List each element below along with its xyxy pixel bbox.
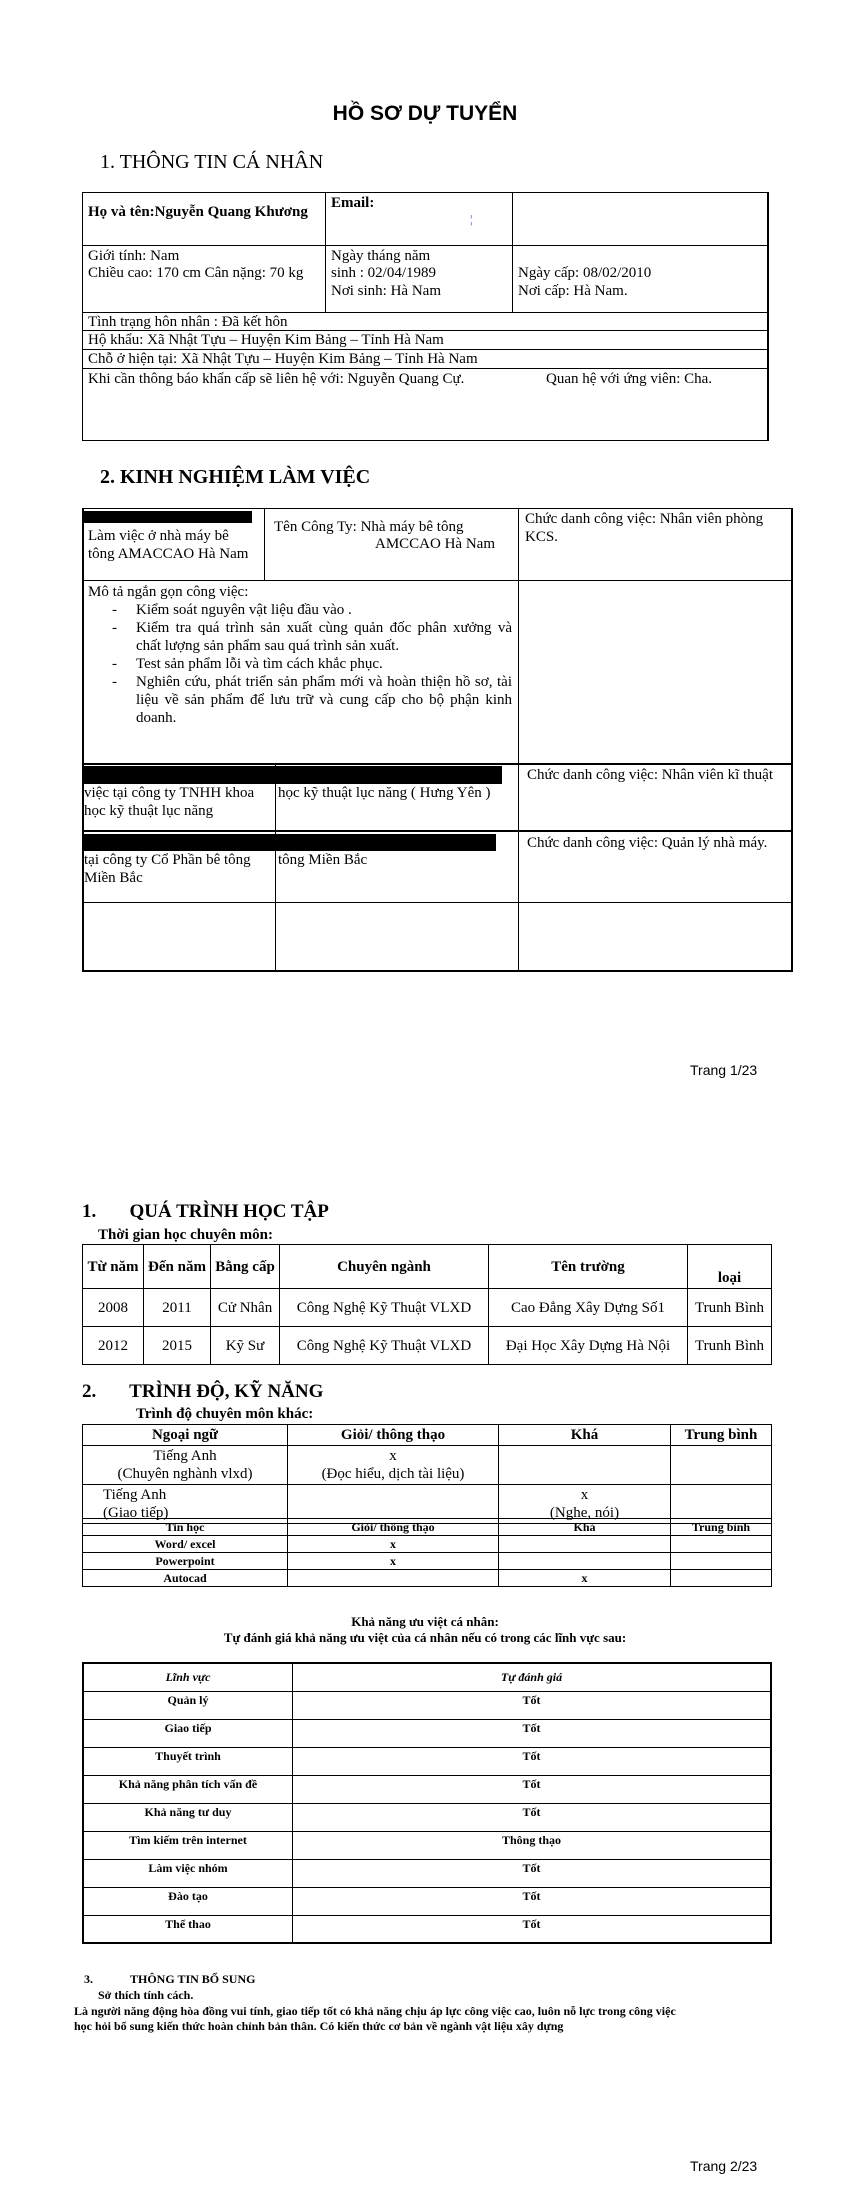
edu-header: Bằng cấp: [211, 1245, 280, 1289]
table-row: [83, 1803, 771, 1831]
job3-title: Chức danh công việc: Quản lý nhà máy.: [527, 835, 768, 851]
lang-cell: [499, 1446, 671, 1485]
it-cell: x: [499, 1570, 671, 1587]
strength-field: Quản lý: [83, 1691, 293, 1719]
table-row: [83, 1915, 771, 1943]
edu-header: Đến năm: [144, 1245, 211, 1289]
it-header: Giỏi/ thông thạo: [288, 1519, 499, 1536]
section-personal-title: 1. THÔNG TIN CÁ NHÂN: [100, 151, 324, 173]
table-row: [83, 1327, 772, 1365]
it-skills-table: [82, 1518, 772, 1587]
strength-rating: Tốt: [293, 1859, 772, 1887]
table-row: [83, 1570, 772, 1587]
strengths-title: Khả năng ưu việt cá nhân:: [351, 1614, 499, 1629]
edu-cell: 2012: [83, 1327, 144, 1365]
table-row: [83, 1553, 772, 1570]
edu-cell: 2015: [144, 1327, 211, 1365]
job1-place: Làm việc ở nhà máy bê tông AMACCAO Hà Nam: [88, 528, 249, 562]
edu-cell: Công Nghệ Kỹ Thuật VLXD: [280, 1289, 489, 1327]
job3-company: tông Miền Bắc: [278, 852, 368, 868]
lang-header: Ngoại ngữ: [83, 1425, 288, 1446]
strength-field: Thuyết trình: [83, 1747, 293, 1775]
lang-cell: [671, 1446, 772, 1485]
edu-header: Chuyên ngành: [280, 1245, 489, 1289]
job2-title: Chức danh công việc: Nhân viên kĩ thuật: [527, 767, 773, 783]
table-row: [83, 1536, 772, 1553]
edu-header: Tên trường: [489, 1245, 688, 1289]
strength-field: Khả năng tư duy: [83, 1803, 293, 1831]
table-row: [83, 1446, 772, 1485]
name-field: Họ và tên:Nguyễn Quang Khương: [88, 204, 308, 220]
education-table: [82, 1244, 772, 1365]
it-cell: Word/ excel: [83, 1536, 288, 1553]
strength-header: Lĩnh vực: [83, 1663, 293, 1691]
strength-field: Làm việc nhóm: [83, 1859, 293, 1887]
it-cell: [499, 1553, 671, 1570]
strength-rating: Tốt: [293, 1803, 772, 1831]
strength-field: Khả năng phân tích vấn đề: [83, 1775, 293, 1803]
job2-company: học kỹ thuật lục năng ( Hưng Yên ): [278, 785, 491, 801]
redaction-bar: [84, 834, 496, 851]
it-cell: [671, 1570, 772, 1587]
strength-rating: Thông thạo: [293, 1831, 772, 1859]
lang-header: Khá: [499, 1425, 671, 1446]
height-weight-field: Chiều cao: 170 cm Cân nặng: 70 kg: [88, 265, 304, 281]
it-cell: x: [288, 1553, 499, 1570]
edu-cell: 2011: [144, 1289, 211, 1327]
table-row: [83, 1831, 771, 1859]
it-cell: Powerpoint: [83, 1553, 288, 1570]
it-cell: [499, 1536, 671, 1553]
issue-place-field: Nơi cấp: Hà Nam.: [518, 283, 628, 299]
extra-info-number: 3.: [84, 1972, 93, 1986]
it-header: Trung bình: [671, 1519, 772, 1536]
edu-cell: Kỹ Sư: [211, 1327, 280, 1365]
document-title: HỒ SƠ DỰ TUYỂN: [332, 102, 518, 125]
edu-header: Từ năm: [83, 1245, 144, 1289]
edu-cell: Cao Đẳng Xây Dựng Số1: [489, 1289, 688, 1327]
job-description-item: - Test sản phẩm lỗi và tìm cách khắc phục.: [88, 655, 512, 673]
it-cell: [671, 1536, 772, 1553]
strength-field: Tìm kiếm trên internet: [83, 1831, 293, 1859]
hobby-text-line2: học hỏi bổ sung kiến thức hoàn chỉnh bản thân. Có kiến thức cơ bản về ngành vật liệu xây dựng: [74, 2019, 564, 2033]
marital-status-field: Tình trạng hôn nhân : Đã kết hôn: [88, 314, 288, 330]
redacted-email-mark: ¦: [470, 212, 473, 226]
residence-field: Chỗ ở hiện tại: Xã Nhật Tựu – Huyện Kim Bảng – Tỉnh Hà Nam: [88, 351, 478, 367]
it-header: Tin học: [83, 1519, 288, 1536]
edu-cell: Trunh Bình: [688, 1289, 772, 1327]
strength-field: Thể thao: [83, 1915, 293, 1943]
household-field: Hộ khẩu: Xã Nhật Tựu – Huyện Kim Bảng – Tỉnh Hà Nam: [88, 332, 444, 348]
strength-rating: Tốt: [293, 1775, 772, 1803]
relation-field: Quan hệ với ứng viên: Cha.: [546, 371, 713, 387]
job2-place: việc tại công ty TNHH khoa học kỹ thuật lục năng: [84, 785, 255, 819]
table-row: [83, 1859, 771, 1887]
strength-rating: Tốt: [293, 1747, 772, 1775]
email-label: Email:: [331, 195, 375, 211]
skills-title: 2. TRÌNH ĐỘ, KỸ NĂNG: [82, 1381, 324, 1402]
strengths-table: [82, 1662, 772, 1944]
strength-rating: Tốt: [293, 1887, 772, 1915]
lang-cell: x (Nghe, nói): [499, 1485, 671, 1524]
job1-title: Chức danh công việc: Nhân viên phòng KCS.: [525, 511, 764, 545]
education-subtitle: Thời gian học chuyên môn:: [98, 1227, 274, 1243]
redaction-bar: [84, 766, 502, 784]
job-description-item: - Nghiên cứu, phát triển sản phẩm mới và hoàn thiện hồ sơ, tài liệu về sản phẩm để lưu trữ và cung cấp cho bộ phận kinh doanh.: [88, 673, 512, 727]
edu-cell: Cử Nhân: [211, 1289, 280, 1327]
edu-header: loại: [688, 1245, 772, 1289]
strength-field: Đào tạo: [83, 1887, 293, 1915]
edu-cell: 2008: [83, 1289, 144, 1327]
it-cell: [671, 1553, 772, 1570]
lang-cell: Tiếng Anh (Giao tiếp): [83, 1485, 288, 1524]
dob-value: sinh : 02/04/1989: [331, 265, 437, 281]
lang-cell: Tiếng Anh (Chuyên nghành vlxd): [83, 1446, 288, 1485]
edu-cell: Trunh Bình: [688, 1327, 772, 1365]
dob-label: Ngày tháng năm: [331, 248, 431, 264]
strength-field: Giao tiếp: [83, 1719, 293, 1747]
language-table: [82, 1424, 772, 1524]
page-number: Trang 1/23: [690, 1062, 758, 1078]
hobby-text-line1: Là người năng động hòa đồng vui tính, giao tiếp tốt có khả năng chịu áp lực công việc cao, luôn nỗ lực trong công việc: [74, 2004, 676, 2018]
gender-field: Giới tính: Nam: [88, 248, 180, 264]
birthplace-field: Nơi sinh: Hà Nam: [331, 283, 442, 299]
strengths-subtitle: Tự đánh giá khả năng ưu việt của cá nhân nếu có trong các lĩnh vực sau:: [223, 1630, 627, 1645]
table-row: [83, 1691, 771, 1719]
job1-company-line2: AMCCAO Hà Nam: [375, 536, 495, 552]
job-description-label: Mô tả ngắn gọn công việc:: [88, 584, 249, 600]
edu-cell: Đại Học Xây Dựng Hà Nội: [489, 1327, 688, 1365]
edu-cell: Công Nghệ Kỹ Thuật VLXD: [280, 1327, 489, 1365]
table-row: [83, 1719, 771, 1747]
job-description-item: - Kiểm soát nguyên vật liệu đầu vào .: [88, 601, 512, 619]
strength-header: Tự đánh giá: [293, 1663, 772, 1691]
lang-header: Trung bình: [671, 1425, 772, 1446]
it-cell: Autocad: [83, 1570, 288, 1587]
strength-rating: Tốt: [293, 1719, 772, 1747]
job3-place: tại công ty Cổ Phần bê tông Miền Bắc: [84, 852, 251, 886]
job-description-item: - Kiểm tra quá trình sản xuất cùng quản đốc phân xưởng và chất lượng sản phẩm sau quá trình sản xuất.: [88, 619, 512, 655]
issue-date-field: Ngày cấp: 08/02/2010: [518, 265, 652, 281]
section-experience-title: 2. KINH NGHIỆM LÀM VIỆC: [100, 466, 371, 488]
job-description-list: [88, 601, 512, 727]
redaction-bar: [84, 511, 252, 523]
table-row: [83, 1747, 771, 1775]
page-number: Trang 2/23: [690, 2158, 758, 2174]
lang-cell: x (Đọc hiểu, dịch tài liệu): [288, 1446, 499, 1485]
skills-subtitle: Trình độ chuyên môn khác:: [136, 1406, 314, 1422]
it-header: Khá: [499, 1519, 671, 1536]
table-row: [83, 1887, 771, 1915]
it-cell: x: [288, 1536, 499, 1553]
job1-company-line1: Tên Công Ty: Nhà máy bê tông: [274, 519, 464, 535]
table-row: [83, 1775, 771, 1803]
table-row: [83, 1289, 772, 1327]
extra-info-title: THÔNG TIN BỔ SUNG: [130, 1972, 256, 1986]
education-title: 1. QUÁ TRÌNH HỌC TẬP: [82, 1201, 329, 1222]
hobby-label: Sở thích tính cách.: [98, 1988, 194, 2002]
emergency-contact-field: Khi cần thông báo khẩn cấp sẽ liên hệ với: Nguyễn Quang Cự.: [88, 371, 465, 387]
strength-rating: Tốt: [293, 1915, 772, 1943]
it-cell: [288, 1570, 499, 1587]
lang-header: Giỏi/ thông thạo: [288, 1425, 499, 1446]
strength-rating: Tốt: [293, 1691, 772, 1719]
